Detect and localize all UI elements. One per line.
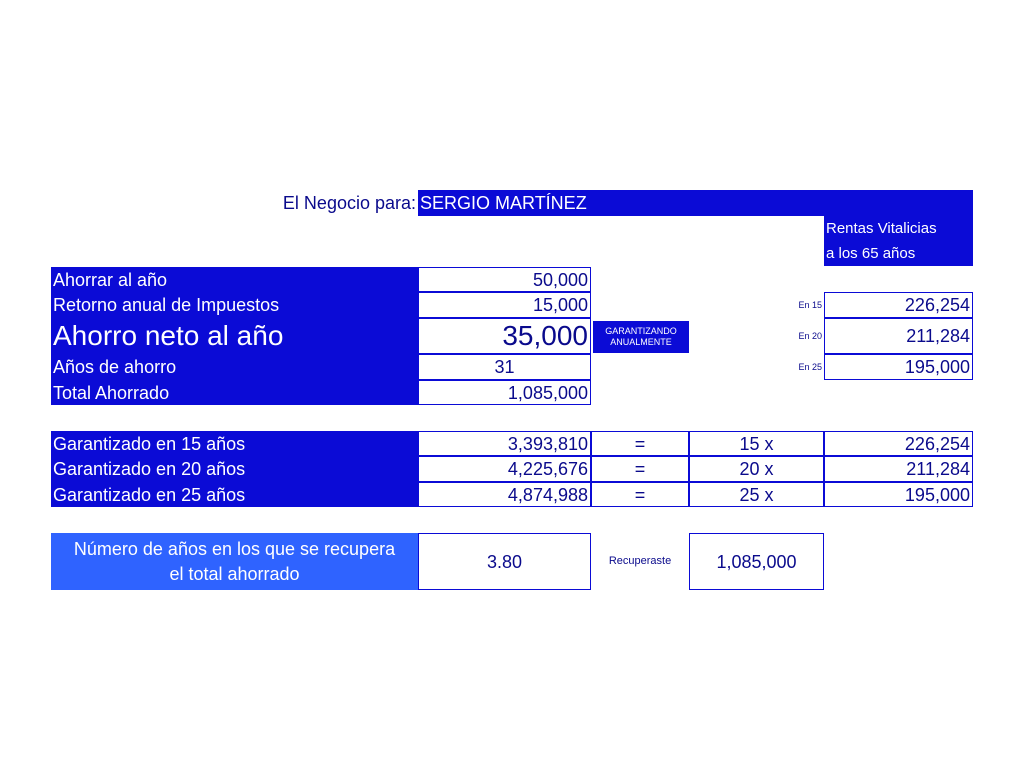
summary-value-neto: 35,000 (418, 318, 591, 354)
summary-label-anos: Años de ahorro (51, 354, 418, 380)
garantizado-mult-25: 25 x (689, 482, 824, 507)
summary-label-neto: Ahorro neto al año (51, 318, 418, 354)
garantizado-label-25: Garantizado en 25 años (51, 482, 418, 507)
garantizado-renta-25: 195,000 (824, 482, 973, 507)
summary-label-retorno: Retorno anual de Impuestos (51, 292, 418, 318)
garantizado-mult-15: 15 x (689, 431, 824, 456)
rentas-subtitle: a los 65 años (824, 241, 973, 266)
renta-value-15: 226,254 (824, 292, 973, 318)
garantizado-renta-20: 211,284 (824, 456, 973, 482)
garantizado-eq-15: = (591, 431, 689, 456)
recuperaste-label: Recuperaste (608, 555, 672, 567)
renta-value-20: 211,284 (824, 318, 973, 354)
rentas-header-top (824, 190, 973, 216)
negocio-label: El Negocio para: (282, 193, 416, 213)
client-name: SERGIO MARTÍNEZ (418, 190, 824, 216)
garantizado-label-20: Garantizado en 20 años (51, 456, 418, 482)
garantizado-renta-15: 226,254 (824, 431, 973, 456)
summary-value-anos: 31 (418, 354, 591, 380)
renta-label-15: En 15 (798, 299, 822, 310)
renta-value-25: 195,000 (824, 354, 973, 380)
renta-label-25: En 25 (798, 361, 822, 372)
summary-label-total: Total Ahorrado (51, 380, 418, 405)
garantizado-total-15: 3,393,810 (418, 431, 591, 456)
garantizado-mult-20: 20 x (689, 456, 824, 482)
summary-label-ahorrar: Ahorrar al año (51, 267, 418, 292)
guarantee-note: GARANTIZANDO ANUALMENTE (593, 321, 689, 353)
recuperaste-value: 1,085,000 (689, 533, 824, 590)
garantizado-label-15: Garantizado en 15 años (51, 431, 418, 456)
garantizado-eq-25: = (591, 482, 689, 507)
renta-label-20: En 20 (798, 330, 822, 341)
summary-value-ahorrar: 50,000 (418, 267, 591, 292)
garantizado-total-20: 4,225,676 (418, 456, 591, 482)
summary-value-total: 1,085,000 (418, 380, 591, 405)
summary-value-retorno: 15,000 (418, 292, 591, 318)
recovery-years: 3.80 (418, 533, 591, 590)
recovery-label: Número de años en los que se recupera el total ahorrado (51, 533, 418, 590)
garantizado-eq-20: = (591, 456, 689, 482)
garantizado-total-25: 4,874,988 (418, 482, 591, 507)
rentas-title: Rentas Vitalicias (824, 216, 973, 241)
